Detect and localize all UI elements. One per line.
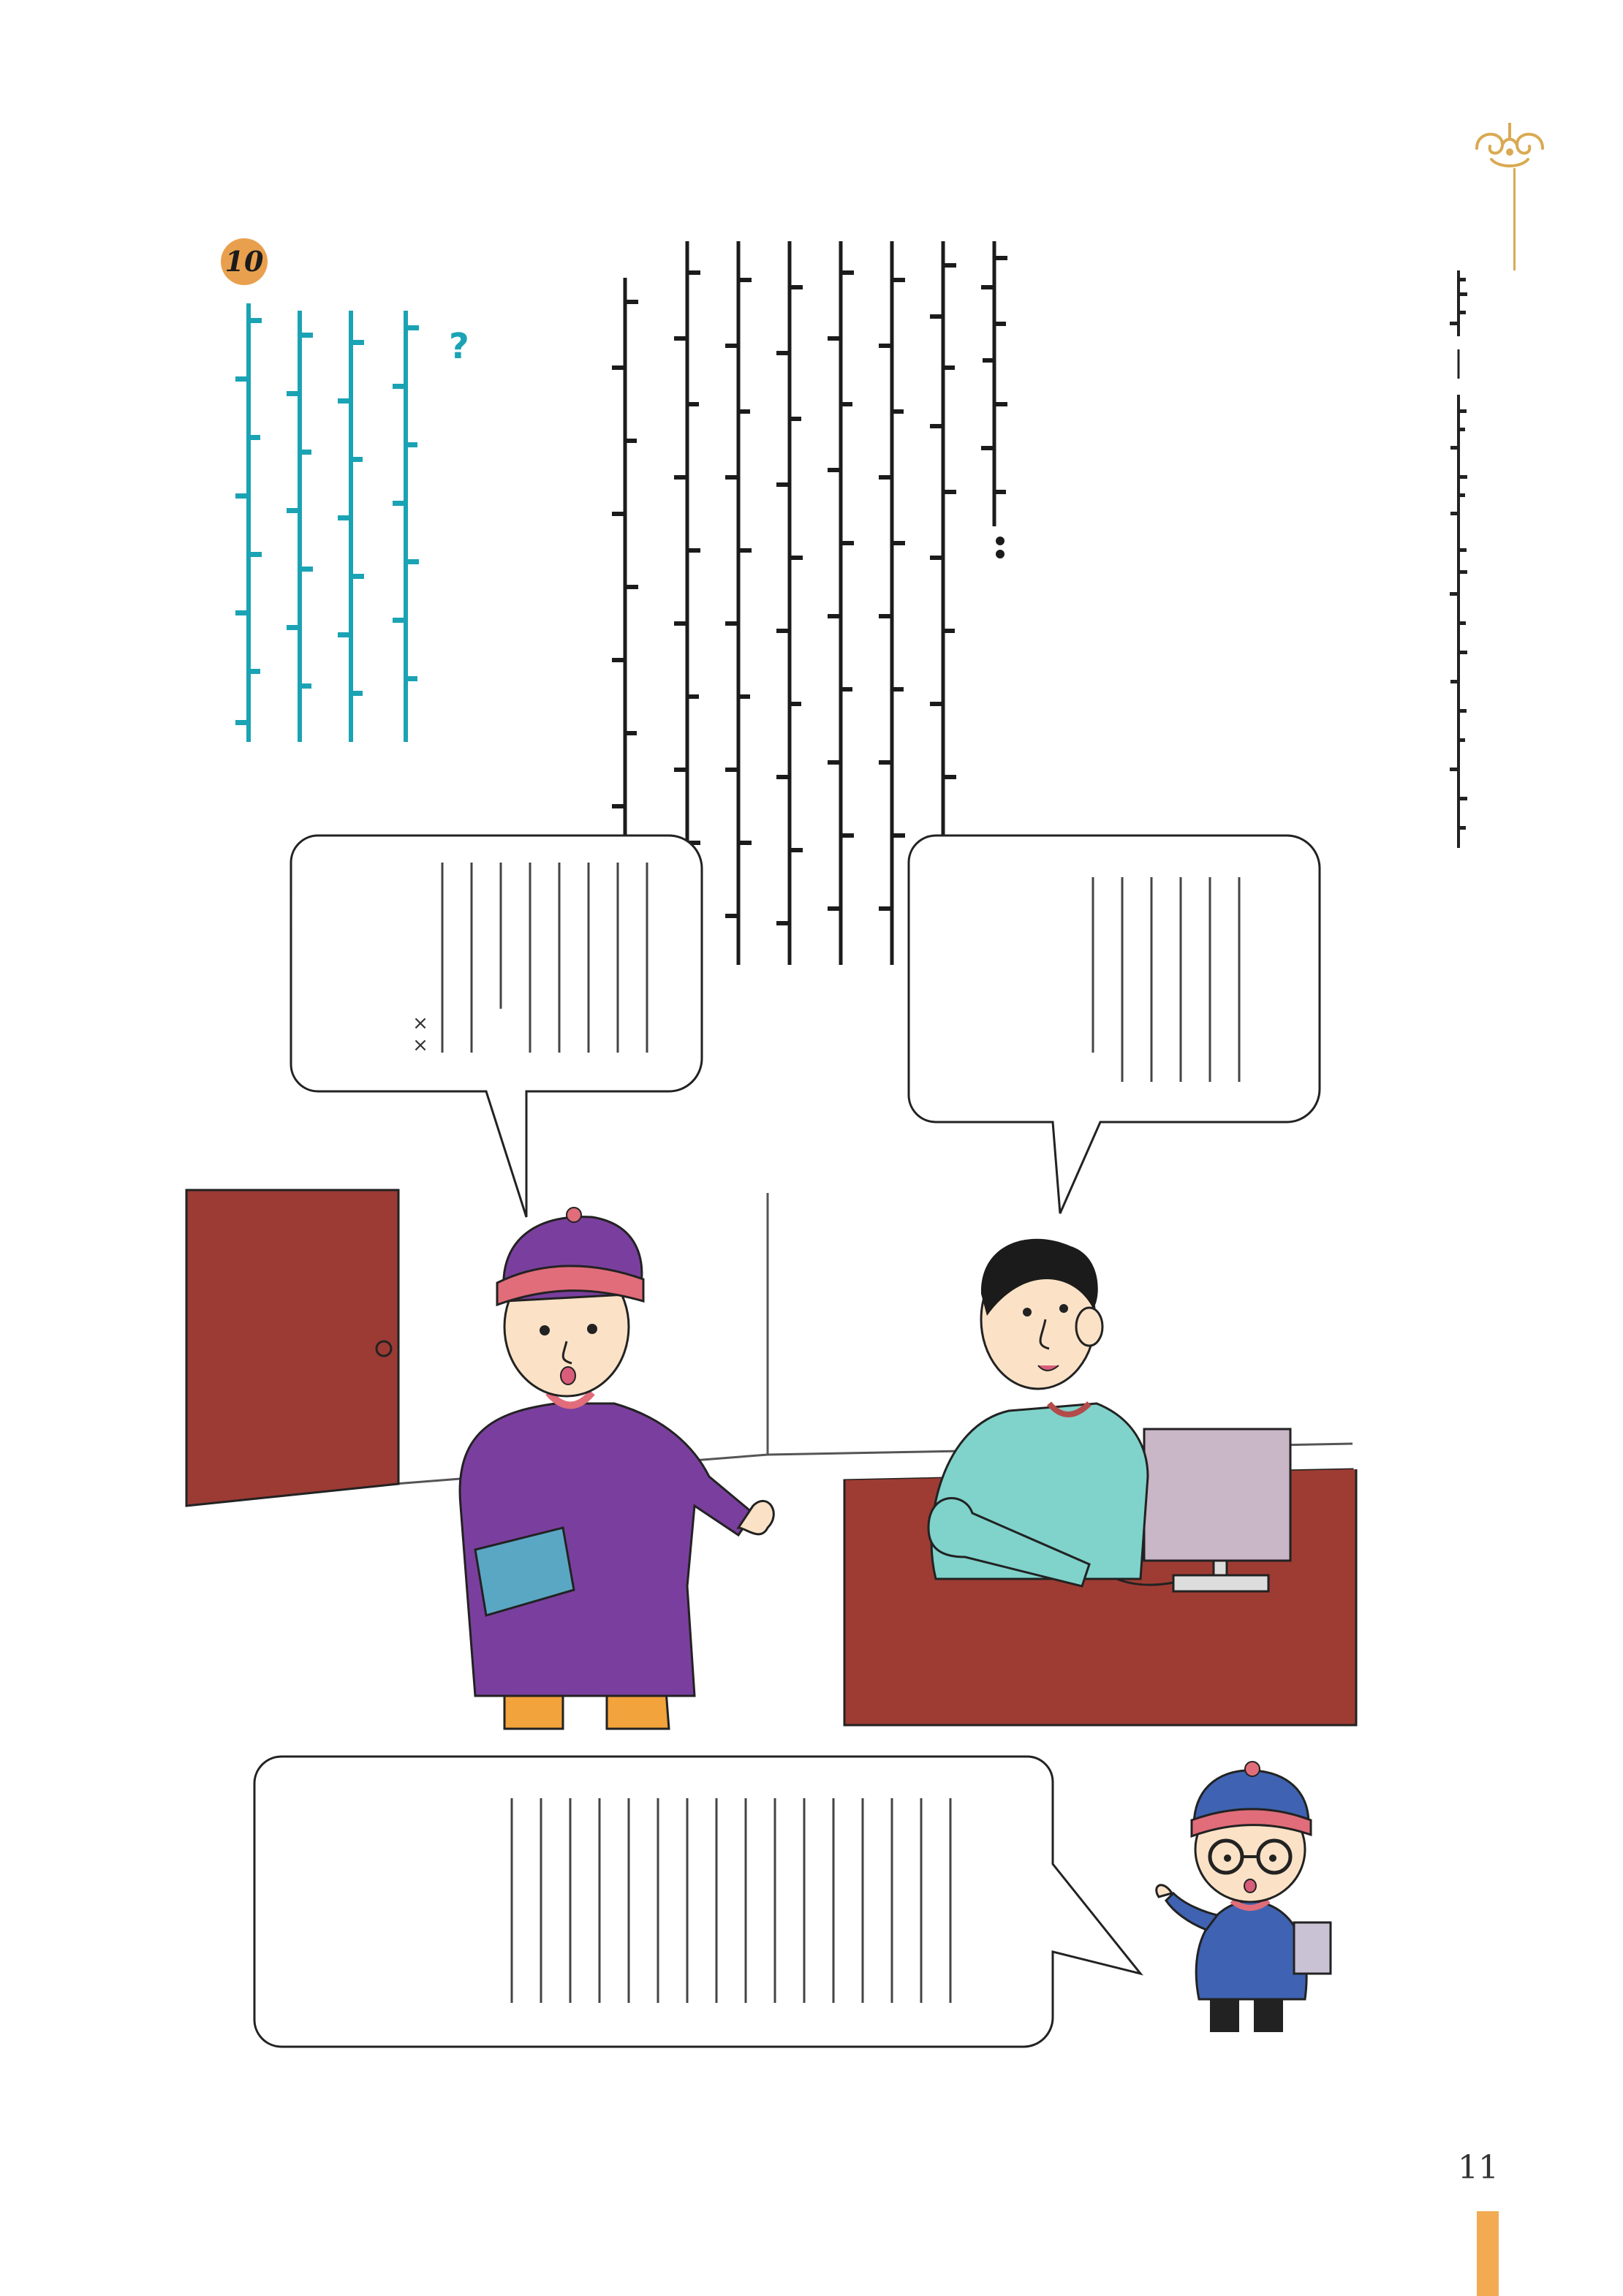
office-scene-illustration [183, 1184, 1389, 1740]
question-number-badge: 10 [221, 238, 268, 285]
header-rule [1513, 168, 1516, 270]
speech-bubble-left [289, 833, 705, 1228]
question-text-block [219, 296, 431, 749]
question-mark: ? [449, 326, 469, 367]
speech-bubble-bottom [252, 1754, 1151, 2054]
door [186, 1190, 398, 1506]
man-at-desk [928, 1239, 1148, 1586]
boy-with-glasses-illustration [1130, 1754, 1371, 2047]
page-number: 11 [1458, 2149, 1499, 2186]
header-ornament-icon [1469, 123, 1550, 174]
bubble-marks: ×× [409, 1012, 431, 1056]
speech-bubble-right [907, 833, 1323, 1217]
man-in-purple-deel [460, 1208, 773, 1729]
page-tab [1477, 2211, 1499, 2296]
running-header [1444, 270, 1473, 855]
